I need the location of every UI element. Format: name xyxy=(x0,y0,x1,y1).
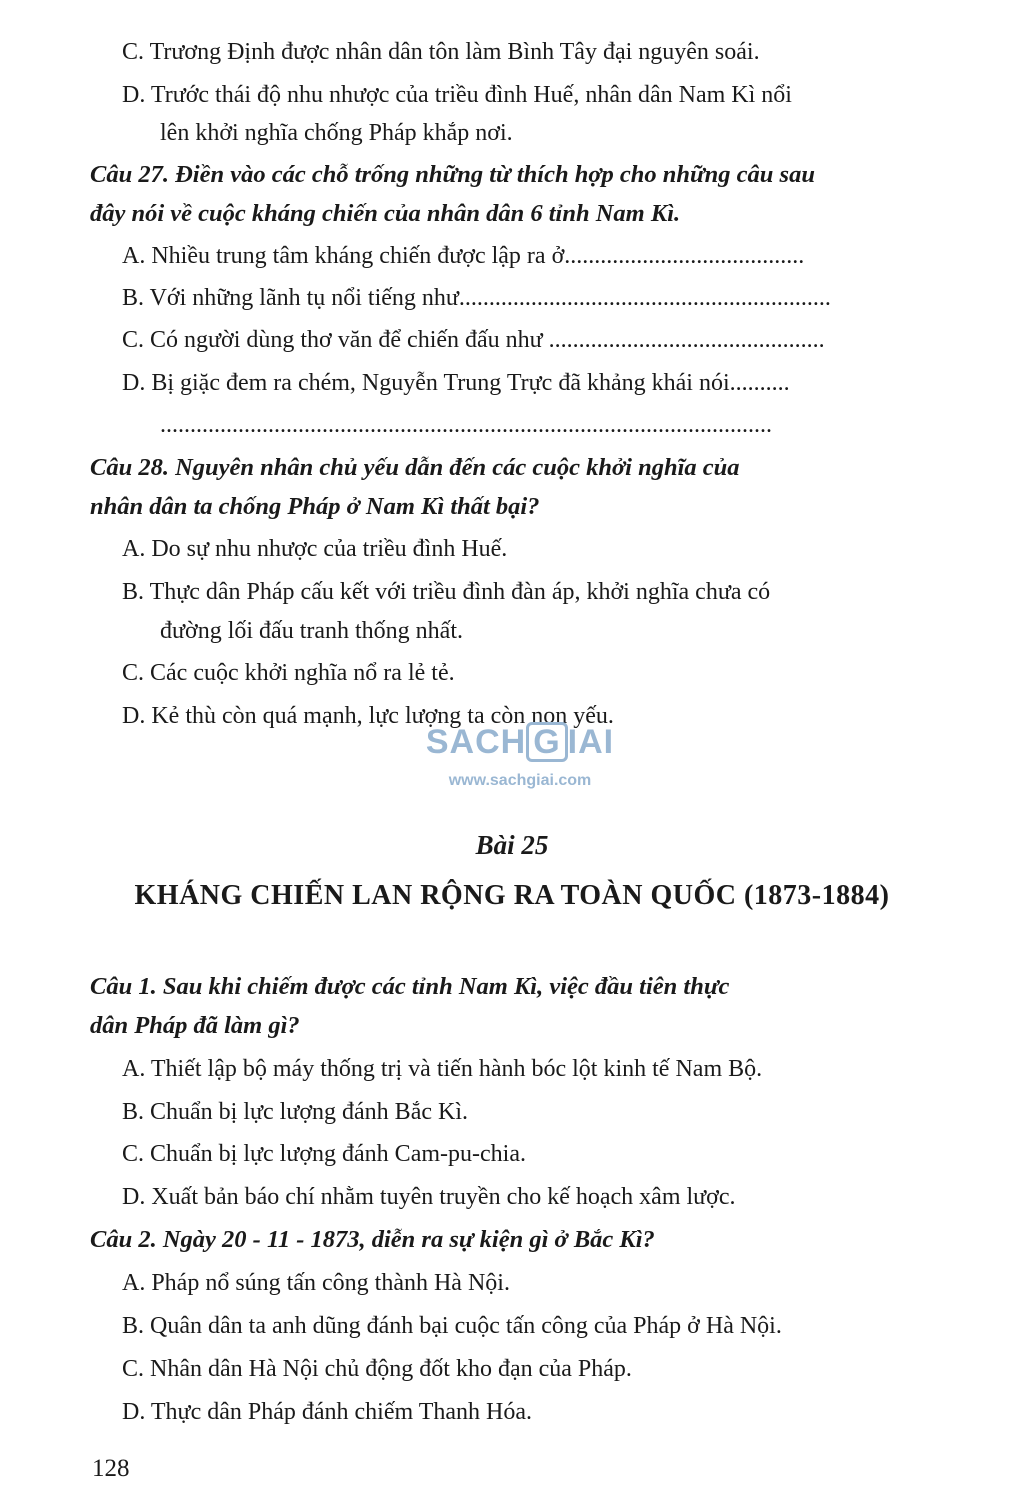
watermark xyxy=(420,722,620,790)
question-line: Câu 2. Ngày 20 - 11 - 1873, diễn ra sự kiện gì ở Bắc Kì? xyxy=(90,1226,655,1253)
answer-line: D. Trước thái độ nhu nhược của triều đình Huế, nhân dân Nam Kì nổi xyxy=(122,82,792,108)
answer-line: B. Thực dân Pháp cấu kết với triều đình đàn áp, khởi nghĩa chưa có xyxy=(122,579,771,605)
answer-line: D. Thực dân Pháp đánh chiếm Thanh Hóa. xyxy=(122,1399,533,1425)
question-line: Câu 27. Điền vào các chỗ trống những từ thích hợp cho những câu sau xyxy=(90,161,815,188)
answer-line: A. Thiết lập bộ máy thống trị và tiến hành bóc lột kinh tế Nam Bộ. xyxy=(122,1056,763,1082)
answer-line: A. Nhiều trung tâm kháng chiến được lập ra ở........................................ xyxy=(122,243,805,269)
answer-line: đường lối đấu tranh thống nhất. xyxy=(160,618,463,644)
answer-line: D. Kẻ thù còn quá mạnh, lực lượng ta còn non yếu. xyxy=(122,703,614,729)
answer-line: C. Có người dùng thơ văn để chiến đấu như .............................................. xyxy=(122,327,825,353)
answer-line: B. Chuẩn bị lực lượng đánh Bắc Kì. xyxy=(122,1099,468,1125)
answer-line: B. Quân dân ta anh dũng đánh bại cuộc tấn công của Pháp ở Hà Nội. xyxy=(122,1313,782,1339)
answer-line: C. Các cuộc khởi nghĩa nổ ra lẻ tẻ. xyxy=(122,660,455,686)
question-line: nhân dân ta chống Pháp ở Nam Kì thất bại? xyxy=(90,493,540,520)
answer-line: lên khởi nghĩa chống Pháp khắp nơi. xyxy=(160,120,513,146)
answer-line: A. Do sự nhu nhược của triều đình Huế. xyxy=(122,536,508,562)
watermark-url: www.sachgiai.com xyxy=(448,772,592,789)
question-line: đây nói về cuộc kháng chiến của nhân dân 6 tỉnh Nam Kì. xyxy=(90,200,681,227)
answer-line: C. Nhân dân Hà Nội chủ động đốt kho đạn của Pháp. xyxy=(122,1356,632,1382)
question-line: Câu 28. Nguyên nhân chủ yếu dẫn đến các cuộc khởi nghĩa của xyxy=(90,454,740,481)
page-number: 128 xyxy=(92,1455,130,1482)
answer-line: C. Trương Định được nhân dân tôn làm Bình Tây đại nguyên soái. xyxy=(122,39,760,65)
lesson-heading: KHÁNG CHIẾN LAN RỘNG RA TOÀN QUỐC (1873-1884) xyxy=(134,880,890,911)
watermark-logo-right: IAI xyxy=(567,723,615,761)
answer-line: D. Xuất bản báo chí nhằm tuyên truyền cho kế hoạch xâm lược. xyxy=(122,1184,736,1210)
lesson-number: Bài 25 xyxy=(475,830,549,860)
answer-line: C. Chuẩn bị lực lượng đánh Cam-pu-chia. xyxy=(122,1141,526,1167)
watermark-logo-g: G xyxy=(526,722,567,762)
question-line: dân Pháp đã làm gì? xyxy=(90,1012,300,1039)
answer-line: ...................................................................................................... xyxy=(160,412,772,438)
watermark-logo xyxy=(420,722,620,762)
answer-line: D. Bị giặc đem ra chém, Nguyễn Trung Trực đã khảng khái nói.......... xyxy=(122,370,790,396)
question-line: Câu 1. Sau khi chiếm được các tỉnh Nam Kì, việc đầu tiên thực xyxy=(90,973,730,1000)
watermark-logo-left: SACH xyxy=(425,723,527,761)
answer-line: A. Pháp nổ súng tấn công thành Hà Nội. xyxy=(122,1270,510,1296)
answer-line: B. Với những lãnh tụ nổi tiếng như.............................................................. xyxy=(122,285,831,311)
